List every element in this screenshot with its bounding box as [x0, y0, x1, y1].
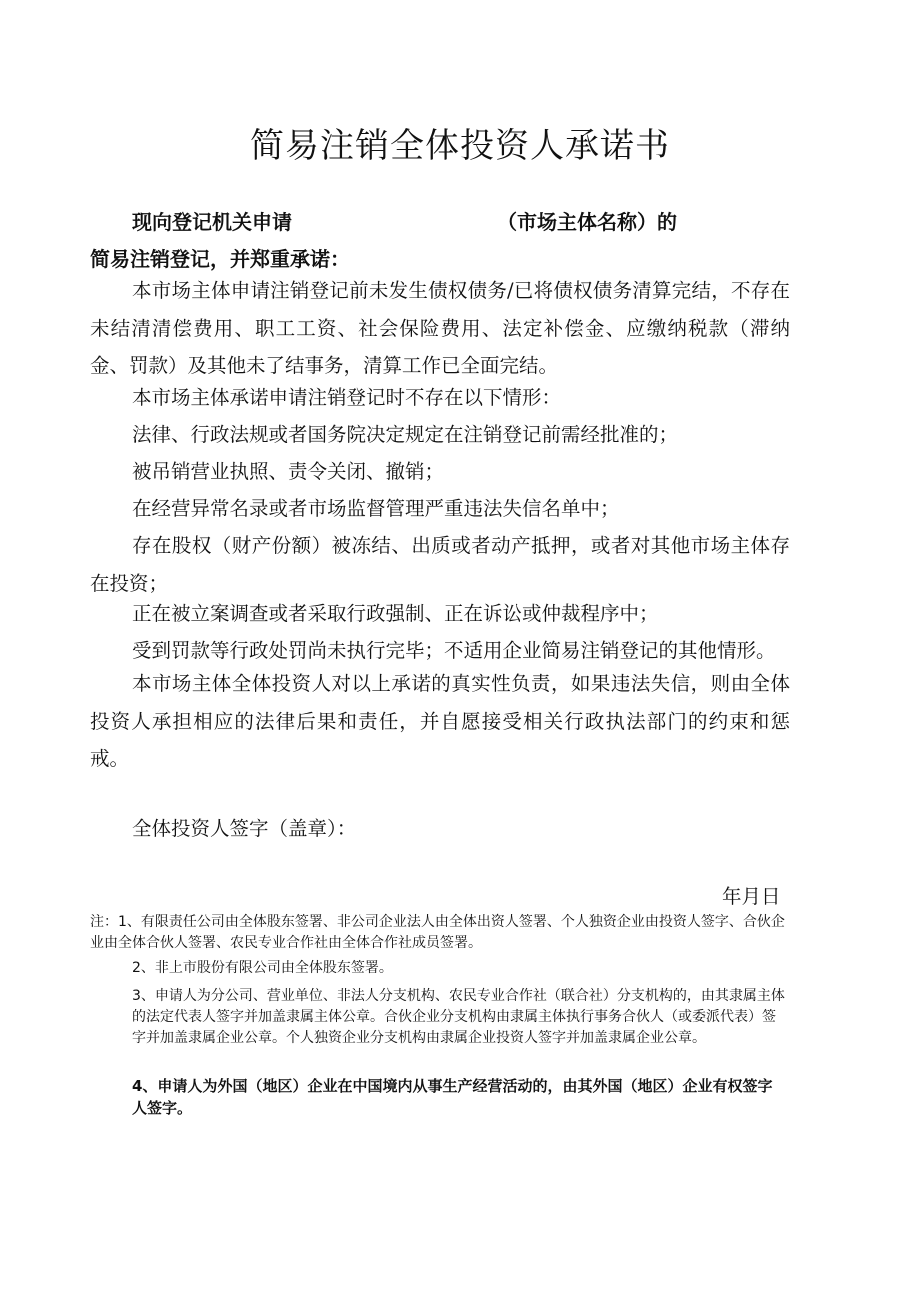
- note-item: [132, 958, 792, 979]
- paragraph-approval-required: [90, 416, 790, 454]
- paragraph-abnormal-list: [90, 490, 790, 528]
- note-text: 注：1、有限责任公司由全体股东签署、非公司企业法人由全体出资人签署、个人独资企业由投资人签字、合伙企业由全体合伙人签署、农民专业合作社由全体合作社成员签署。: [90, 914, 785, 951]
- paragraph-text: 本市场主体全体投资人对以上承诺的真实性负责，如果违法失信，则由全体投资人承担相应的法律后果和责任，并自愿接受相关行政执法部门的约束和惩戒。: [90, 672, 790, 770]
- paragraph-text: 本市场主体申请注销登记前未发生债权债务/已将债权债务清算完结，不存在未结清清偿费用、职工工资、社会保险费用、法定补偿金、应缴纳税款（滞纳金、罚款）及其他未了结事务，清算工作已全面完结。: [90, 279, 790, 377]
- paragraph-penalty-unfinished: [90, 632, 810, 670]
- intro-entity-name-placeholder: （市场主体名称）的: [497, 210, 677, 234]
- intro-commitment-lead: 简易注销登记，并郑重承诺：: [90, 247, 350, 271]
- note-item: [132, 1075, 787, 1119]
- paragraph-text: 存在股权（财产份额）被冻结、出质或者动产抵押，或者对其他市场主体存在投资；: [90, 534, 790, 595]
- paragraph-text: 本市场主体承诺申请注销登记时不存在以下情形：: [132, 386, 562, 409]
- paragraph-text: 受到罚款等行政处罚尚未执行完毕；不适用企业简易注销登记的其他情形。: [132, 639, 776, 662]
- note-text: 3、申请人为分公司、营业单位、非法人分支机构、农民专业合作社（联合社）分支机构的，由其隶属主体的法定代表人签字并加盖隶属主体公章。合伙企业分支机构由隶属主体执行事务合伙人（或委派代表）签字并加盖隶属企业公章。个人独资企业分支机构由隶属企业投资人签字并加盖隶属企业公章。: [132, 988, 785, 1046]
- paragraph-investigation: [90, 595, 790, 633]
- paragraph-license-revoked: [90, 453, 790, 491]
- paragraph-responsibility: [90, 665, 790, 778]
- note-text: 4、申请人为外国（地区）企业在中国境内从事生产经营活动的，由其外国（地区）企业有权签字人签字。: [132, 1077, 773, 1117]
- signature-label: 全体投资人签字（盖章）：: [132, 817, 357, 840]
- paragraph-text: 被吊销营业执照、责令关闭、撤销；: [132, 460, 445, 483]
- date-label: 年月日: [722, 885, 781, 908]
- document-title: 简易注销全体投资人承诺书: [250, 126, 670, 166]
- note-text: 2、非上市股份有限公司由全体股东签署。: [132, 960, 393, 976]
- paragraph-no-circumstances: [90, 379, 790, 417]
- paragraph-text: 正在被立案调查或者采取行政强制、正在诉讼或仲裁程序中；: [132, 602, 659, 625]
- intro-applicant-prefix: 现向登记机关申请: [132, 210, 292, 234]
- paragraph-text: 在经营异常名录或者市场监督管理严重违法失信名单中；: [132, 497, 620, 520]
- note-item: [90, 912, 790, 954]
- paragraph-text: 法律、行政法规或者国务院决定规定在注销登记前需经批准的；: [132, 423, 679, 446]
- paragraph-equity-frozen: [90, 527, 790, 602]
- paragraph-debt-clearance: [90, 272, 790, 385]
- note-item: [132, 986, 787, 1049]
